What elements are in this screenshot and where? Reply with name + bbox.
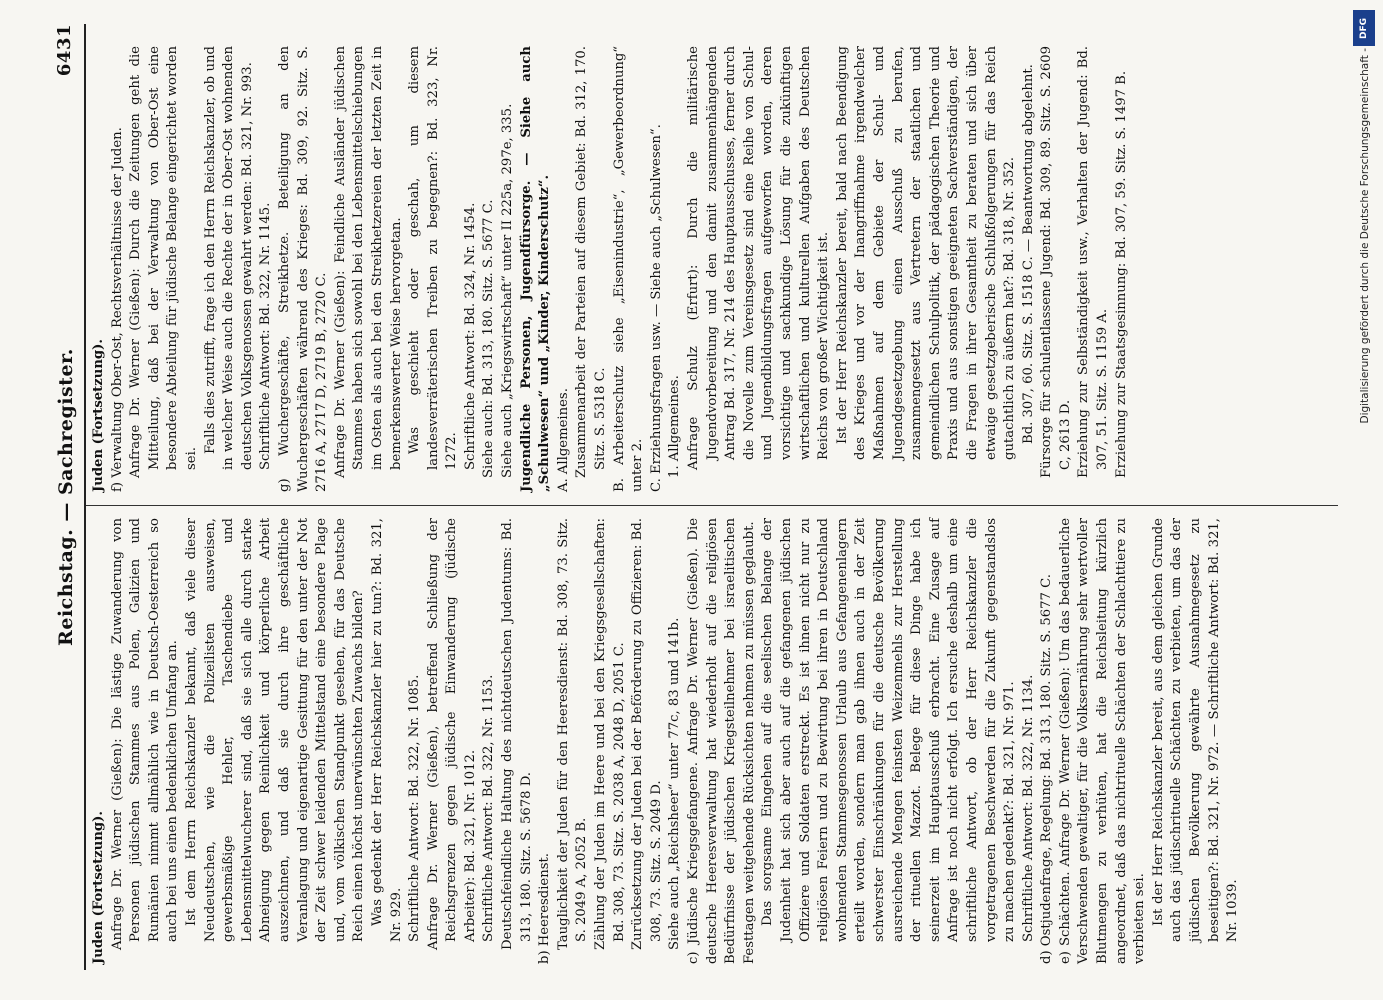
index-entry: 1. Allgemeines.	[667, 375, 683, 478]
index-entry: f) Verwaltung Ober-Ost, Rechtsverhältnisse der Juden.	[109, 127, 125, 492]
index-entry: Juden (Fortsetzung).	[91, 811, 106, 964]
index-entry: Anfrage Schulz (Erfurt): Durch die militärische Jugendvorbereitung und den damit zusammenhängenden Antrag Bd. 317, Nr. 214 des Hauptausschusses, ferner durch die Novelle zum Vereinsgesetz sind eine Reihe von Schul- und Jugendbildungsfragen aufgeworfen worden, deren vorsichtige und sachkundige Lösung für die zukünftigen wirtschaftlichen und kulturellen Aufgaben des Deutschen Reichs von großer Wichtigkeit ist.	[686, 46, 832, 470]
index-entry: Siehe auch: Bd. 313, 180. Sitz. S. 5677 C.	[481, 199, 497, 478]
index-entry: Schriftliche Antwort: Bd. 322, Nr. 1085.	[407, 674, 423, 942]
index-entry: Anfrage Dr. Werner (Gießen): Die lästige Zuwanderung von Personen jüdischen Stammes aus Polen, Galizien und Rumänien nimmt allmählich wie in Deutsch-Oesterreich so auch bei uns einen bedenklichen Umfang an.	[109, 518, 181, 950]
index-entry: Ist der Herr Reichskanzler bereit, aus dem gleichen Grunde auch das jüdischrituelle Schächten zu verbieten, um das der jüdischen Bevölkerung gewährte Ausnahmegesetz zu beseitigen?: Bd. 321, Nr. 972. — Schriftliche Antwort: Bd. 321, Nr. 1039.	[1150, 518, 1241, 942]
index-entry: Das sorgsame Eingehen auf die seelischen Belange der Judenheit hat sich aber auch auf die gefangenen jüdischen Offiziere und Soldaten erstreckt. Es ist ihnen nicht nur zu religiösen Feiern und zu Bewirtung bei ihren in Deutschland wohnenden Stammesgenossen Urlaub aus Gefangenenlagern erteilt worden, sondern man gab ihnen auch in der Zeit schwerster Einschränkungen für die deutsche Bevölkerung ausreichende Mengen feinsten Weizenmehls zur Herstellung der rituellen Mazzot. Belege für diese Dinge habe ich seinerzeit im Hauptausschuß erbracht. Eine Zusage auf Anfrage ist noch nicht erfolgt. Ich ersuche deshalb um eine schriftliche Antwort, ob der Herr Reichskanzler die vorgetragenen Beschwerden für die Zukunft gegenstandslos zu machen gedenkt?: Bd. 321, Nr. 971.	[760, 518, 1018, 942]
index-entry: e) Schächten. Anfrage Dr. Werner (Gießen): Um das bedauerliche Verschwenden gewaltiger, für die Volksernährung sehr wertvoller Blutmengen zu verhüten, hat die Reichsleitung kürzlich angeordnet, daß das nichtrituelle Schächten der Schlachttiere zu verbieten sei.	[1057, 518, 1148, 964]
index-entry: C. Erziehungsfragen usw. — Siehe auch „Schulwesen“.	[648, 124, 664, 492]
index-entry: Anfrage Dr. Werner (Gießen): Durch die Zeitungen geht die Mitteilung, daß bei der Verwaltung von Ober-Ost eine besondere Abteilung für jüdische Belange eingerichtet worden sei.	[128, 46, 199, 478]
index-entry: Erziehung zur Selbständigkeit usw., Verhalten der Jugend: Bd. 307, 51. Sitz. S. 1159 A.	[1076, 46, 1111, 478]
page-header	[46, 24, 86, 970]
column-divider	[86, 505, 1338, 506]
index-entry: d) Ostjudenfrage, Regelung: Bd. 313, 180. Sitz. S. 5677 C.	[1039, 574, 1055, 964]
index-entry: Erziehung zur Staatsgesinnung: Bd. 307, 59. Sitz. S. 1497 B.	[1113, 70, 1129, 478]
index-entry: Anfrage Dr. Werner (Gießen), betreffend Schließung der Reichsgrenzen gegen jüdische Einwanderung (jüdische Arbeiter): Bd. 321, Nr. 1012.	[425, 518, 478, 950]
index-entry: c) Jüdische Kriegsgefangene. Anfrage Dr. Werner (Gießen). Die deutsche Heeresverwaltung hat wiederholt auf die religiösen Bedürfnisse der jüdischen Kriegsteilnehmer bei israelitischen Festtagen weitgehende Rücksichten nehmen zu müssen geglaubt.	[686, 518, 757, 964]
header-rule	[84, 24, 86, 970]
index-entry: Siehe auch „Kriegswirtschaft“ unter II 225a, 297e, 335.	[500, 103, 516, 478]
index-entry: Zurücksetzung der Juden bei der Beförderung zu Offizieren: Bd. 308, 73. Sitz. S. 2049 D.	[630, 518, 664, 950]
index-entry: Schriftliche Antwort: Bd. 322, Nr. 1134.	[1020, 674, 1036, 942]
digitization-stamp	[1352, 6, 1378, 994]
running-title: Reichstag. — Sachregister.	[55, 348, 77, 646]
funding-note: Digitalisierung gefördert durch die Deutsche Forschungsgemeinschaft -	[1359, 48, 1371, 424]
index-entry: Anfrage Dr. Werner (Gießen): Feindliche Ausländer jüdischen Stammes haben sich sowohl bei den Lebensmittelschiebungen im Osten als auch bei den Streikhetzereien der letzten Zeit in bemerkenswerter Weise hervorgetan.	[332, 46, 404, 478]
index-entry: Jugendliche Personen, Jugendfürsorge. — Siehe auch „Schulwesen“ und „Kinder, Kinderschutz“.	[518, 46, 553, 492]
right-column	[90, 46, 1340, 492]
index-entry: Ist dem Herrn Reichskanzler bekannt, daß viele dieser Neudeutschen, wie die Polizeilisten ausweisen, gewerbsmäßige Hehler, Taschendiebe und Lebensmittelwucherer sind, daß sie sich alle durch starke Abneigung gegen Reinlichkeit und körperliche Arbeit auszeichnen, und daß sie durch ihre geschäftliche Veranlagung und eigenartige Gesittung für den unter der Not der Zeit schwer leidenden Mittelstand eine besondere Plage und, vom völkischen Standpunkt gesehen, für das Deutsche Reich einen höchst unerwünschten Zuwachs bilden?	[183, 518, 367, 942]
left-column	[90, 518, 1340, 964]
index-entry: Tauglichkeit der Juden für den Heeresdienst: Bd. 308, 73. Sitz. S. 2049 A, 2052 B.	[555, 518, 590, 950]
rotated-page-content	[20, 0, 1360, 1000]
index-entry: b) Heeresdienst.	[537, 853, 553, 964]
index-entry: Falls dies zutrifft, frage ich den Herrn Reichskanzler, ob und in welcher Weise auch die Rechte der in Ober-Ost wohnenden deutschen Volksgenossen gewahrt werden: Bd. 321, Nr. 993.	[202, 46, 255, 470]
index-entry: Siehe auch „Reichsheer“ unter 77c, 83 und 141b.	[667, 617, 683, 950]
index-entry: B. Arbeiterschutz siehe „Eisenindustrie“, „Gewerbeordnung“ unter 2.	[611, 46, 646, 492]
index-entry: Schriftliche Antwort: Bd. 324, Nr. 1454.	[462, 202, 478, 470]
index-entry: Bd. 307, 60. Sitz. S. 1518 C. — Beantwortung abgelehnt.	[1020, 64, 1036, 444]
index-entry: Deutschfeindliche Haltung des nichtdeutschen Judentums: Bd. 313, 180. Sitz. S. 5678 D.	[500, 518, 534, 950]
index-entry: g) Wuchergeschäfte, Streikhetze. Beteiligung an den Wuchergeschäften während des Krieges: Bd. 309, 92. Sitz. S. 2716 A, 2717 D, 2719 B, 2720 C.	[276, 46, 330, 492]
index-entry: Schriftliche Antwort: Bd. 322, Nr. 1145.	[258, 202, 274, 470]
index-entry: Fürsorge für schulentlassene Jugend: Bd. 309, 89. Sitz. S. 2609 C, 2613 D.	[1039, 46, 1073, 478]
dfg-logo: DFG	[1353, 10, 1375, 46]
index-entry: Ist der Herr Reichskanzler bereit, bald nach Beendigung des Krieges und vor der Inangriffnahme irgendwelcher Maßnahmen auf dem Gebiete der Schul- und Jugendgesetzgebung einen Ausschuß zu berufen, zusammengesetzt aus Vertretern der staatlichen und gemeindlichen Schulpolitik, der pädagogischen Theorie und Praxis und aus sonstigen geeigneten Sachverständigen, der die Fragen in ihrer Gesamtheit zu beraten und sich über etwaige gesetzgeberische Schlußfolgerungen für das Reich gutachtlich zu äußern hat?: Bd. 318, Nr. 352.	[834, 46, 1018, 460]
index-entry: Zählung der Juden im Heere und bei den Kriegsgesellschaften: Bd. 308, 73. Sitz. S. 2038 A, 2048 D, 2051 C.	[593, 518, 627, 950]
index-entry: Zusammenarbeit der Parteien auf diesem Gebiet: Bd. 312, 170. Sitz. S. 5318 C.	[574, 46, 609, 478]
index-entry: Schriftliche Antwort: Bd. 322, Nr. 1153.	[481, 674, 497, 942]
index-entry: Was geschieht oder geschah, um diesem landesverräterischen Treiben zu begegnen?: Bd. 323, Nr. 1272.	[407, 46, 460, 470]
page-number: 6431	[54, 24, 75, 77]
index-entry: Juden (Fortsetzung).	[91, 339, 106, 492]
index-entry: Was gedenkt der Herr Reichskanzler hier zu tun?: Bd. 321, Nr. 929.	[369, 518, 404, 942]
index-entry: A. Allgemeines.	[555, 388, 571, 492]
